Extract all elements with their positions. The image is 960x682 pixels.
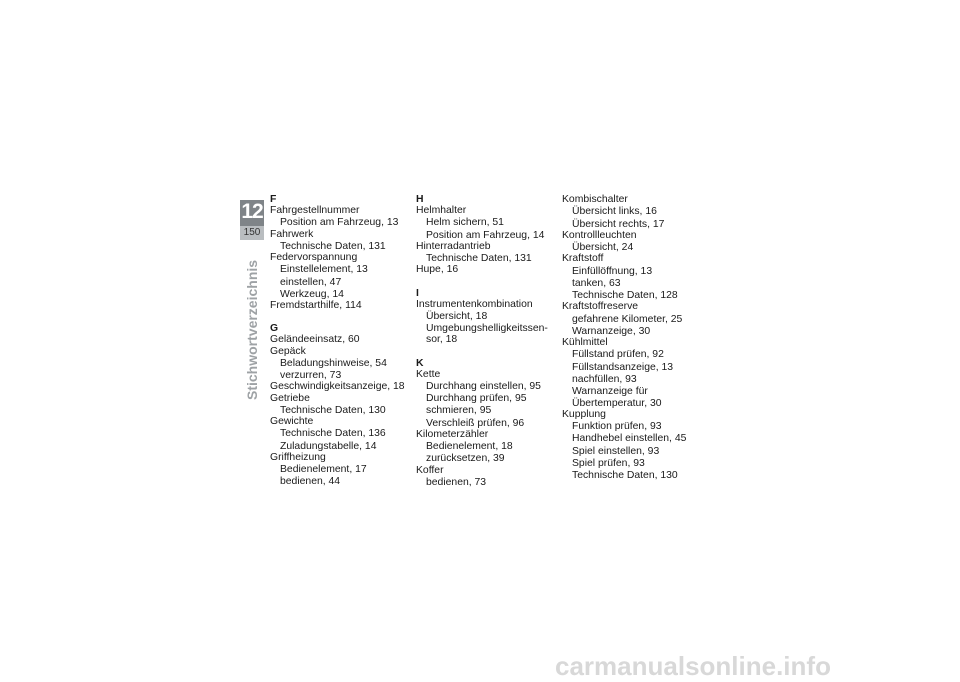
index-group — [416, 358, 566, 489]
index-subentry: schmieren, 95 — [426, 405, 492, 417]
index-entry: Kraftstoff — [562, 253, 604, 265]
index-subentry: verzurren, 73 — [280, 370, 342, 382]
index-subentry: Spiel einstellen, 93 — [572, 445, 660, 457]
index-group — [270, 323, 420, 487]
index-entry: Kontrollleuchten — [562, 229, 637, 241]
index-subentry: Handhebel einstellen, 45 — [572, 433, 687, 445]
index-subentry: bedienen, 44 — [280, 476, 341, 488]
index-subentry: Übersicht, 18 — [426, 310, 488, 322]
index-subentry: Technische Daten, 131 — [280, 240, 386, 252]
index-column-2 — [416, 194, 566, 488]
index-subentry: Bedienelement, 18 — [426, 441, 513, 453]
index-entry: Gepäck — [270, 345, 306, 357]
index-subentry: Füllstand prüfen, 92 — [572, 349, 664, 361]
index-subentry: Einfüllöffnung, 13 — [572, 265, 653, 277]
index-subentry: Technische Daten, 131 — [426, 253, 532, 265]
index-column-3 — [562, 194, 712, 481]
index-entry: Koffer — [416, 464, 444, 476]
chapter-title: Stichwortverzeichnis — [244, 259, 260, 400]
index-subentry: Übersicht, 24 — [572, 242, 634, 254]
index-subentry: Beladungshinweise, 54 — [280, 357, 387, 369]
index-entry: Hinterradantrieb — [416, 240, 491, 252]
index-letter: F — [270, 194, 277, 205]
index-entry: Hupe, 16 — [416, 264, 459, 276]
index-group — [562, 194, 712, 481]
index-letter: I — [416, 287, 419, 299]
index-subentry: bedienen, 73 — [426, 476, 487, 488]
index-entry: Kühlmittel — [562, 337, 608, 349]
index-subentry: Werkzeug, 14 — [280, 288, 344, 300]
index-subentry: Durchhang einstellen, 95 — [426, 380, 541, 392]
index-subentry: Warnanzeige, 30 — [572, 325, 651, 337]
index-entry: Kombischalter — [562, 194, 628, 205]
index-subentry: Zuladungstabelle, 14 — [280, 440, 377, 452]
index-subentry: Technische Daten, 130 — [280, 404, 386, 416]
index-entry: Fremdstarthilfe, 114 — [270, 300, 362, 312]
index-subentry: zurücksetzen, 39 — [426, 453, 505, 465]
index-entry: Geländeeinsatz, 60 — [270, 334, 360, 346]
index-group — [270, 194, 420, 311]
index-subentry: einstellen, 47 — [280, 276, 342, 288]
index-column-1 — [270, 194, 420, 488]
index-entry: Getriebe — [270, 392, 310, 404]
index-letter: K — [416, 357, 424, 369]
index-entry: Griffheizung — [270, 451, 326, 463]
chapter-number: 12 — [241, 200, 263, 223]
index-letter: G — [270, 323, 279, 335]
index-entry: Helmhalter — [416, 205, 467, 216]
chapter-tab — [240, 200, 264, 240]
index-subentry: nachfüllen, 93 — [572, 374, 637, 386]
index-entry: Kette — [416, 368, 441, 380]
index-entry: Kilometerzähler — [416, 428, 489, 440]
index-subentry: Funktion prüfen, 93 — [572, 421, 662, 433]
index-entry: Kraftstoffreserve — [562, 301, 639, 313]
index-subentry: Bedienelement, 17 — [280, 464, 367, 476]
index-letter: H — [416, 194, 424, 205]
index-entry: Fahrwerk — [270, 228, 314, 240]
index-entry: Gewichte — [270, 416, 314, 427]
index-subentry: Warnanzeige für Übertemperatur, 30 — [572, 386, 662, 409]
index-entry: Fahrgestellnummer — [270, 205, 360, 216]
index-subentry: Technische Daten, 128 — [572, 290, 678, 302]
watermark: carmanualsonline.info — [555, 651, 831, 681]
index-subentry: Spiel prüfen, 93 — [572, 457, 645, 469]
index-subentry: Füllstandsanzeige, 13 — [572, 361, 674, 373]
index-subentry: Übersicht rechts, 17 — [572, 218, 665, 230]
index-entry: Instrumentenkombination — [416, 298, 533, 310]
index-subentry: Verschleiß prüfen, 96 — [426, 417, 525, 429]
index-subentry: Position am Fahrzeug, 14 — [426, 229, 545, 241]
index-entry: Kupplung — [562, 408, 606, 420]
index-subentry: Technische Daten, 136 — [280, 428, 386, 440]
index-subentry: Helm sichern, 51 — [426, 217, 504, 229]
index-subentry: Einstellelement, 13 — [280, 264, 368, 276]
index-subentry: Durchhang prüfen, 95 — [426, 393, 527, 405]
page-number: 150 — [240, 226, 264, 240]
index-subentry: Umgebungshelligkeitssen- sor, 18 — [426, 323, 548, 346]
index-entry: Geschwindigkeitsanzeige, 18 — [270, 381, 405, 393]
index-subentry: gefahrene Kilometer, 25 — [572, 313, 683, 325]
index-subentry: Übersicht links, 16 — [572, 206, 657, 218]
index-group — [416, 288, 566, 346]
index-subentry: Technische Daten, 130 — [572, 470, 678, 482]
index-subentry: tanken, 63 — [572, 277, 621, 289]
index-entry: Federvorspannung — [270, 252, 358, 263]
index-group — [416, 194, 566, 276]
index-subentry: Position am Fahrzeug, 13 — [280, 217, 399, 229]
